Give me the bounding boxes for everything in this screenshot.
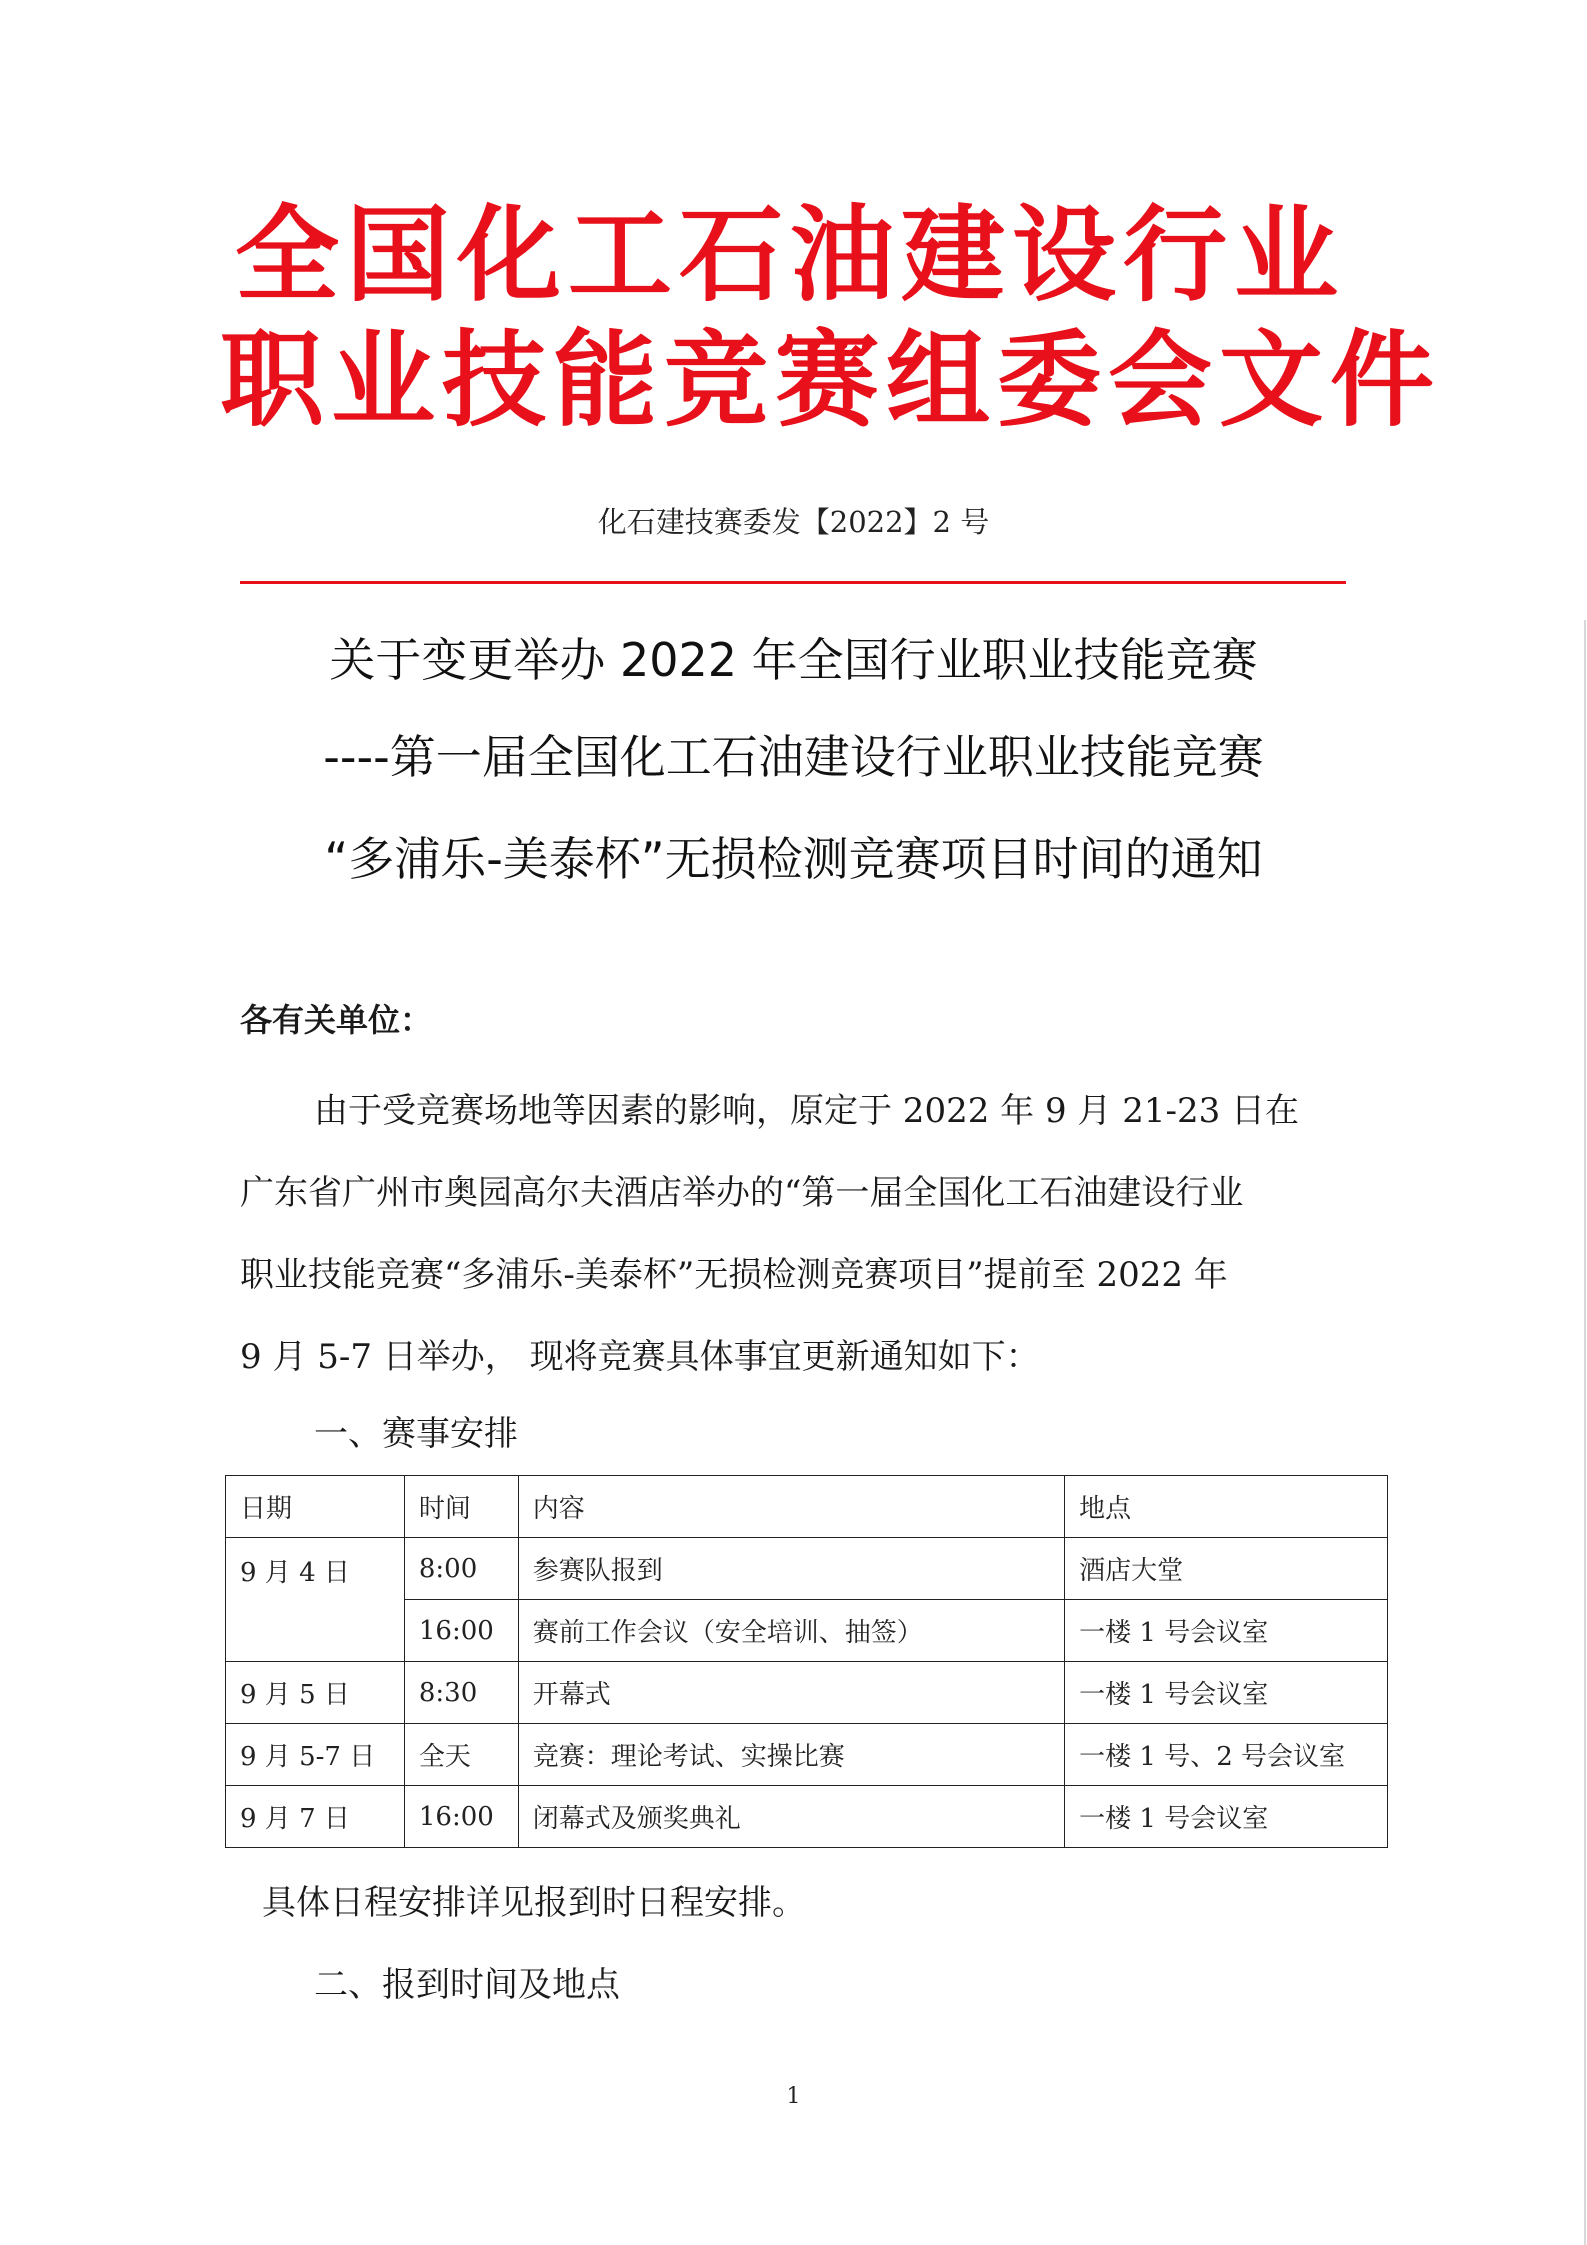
cell-time: 16:00 [404, 1786, 518, 1848]
cell-date: 9 月 5-7 日 [226, 1724, 405, 1786]
header-cell-place: 地点 [1065, 1476, 1388, 1538]
cell-date: 9 月 5 日 [226, 1662, 405, 1724]
cell-date: 9 月 4 日 [226, 1538, 405, 1662]
notice-title-line-2: ----第一届全国化工石油建设行业职业技能竞赛 [323, 730, 1264, 784]
table-header-row [226, 1476, 1388, 1538]
body-line-1: 由于受竞赛场地等因素的影响，原定于 2022 年 9 月 21-23 日在 [314, 1091, 1300, 1131]
cell-content: 竞赛：理论考试、实操比赛 [518, 1724, 1064, 1786]
header-cell-date: 日期 [226, 1476, 405, 1538]
header-cell-content: 内容 [518, 1476, 1064, 1538]
section-heading-schedule: 一、赛事安排 [314, 1414, 518, 1454]
cell-place: 一楼 1 号会议室 [1065, 1662, 1388, 1724]
table-row [226, 1786, 1388, 1848]
cell-place: 酒店大堂 [1065, 1538, 1388, 1600]
body-paragraph [240, 1070, 1350, 1398]
document-number: 化石建技赛委发【2022】2 号 [597, 505, 990, 539]
cell-place: 一楼 1 号、2 号会议室 [1065, 1724, 1388, 1786]
body-line-2: 广东省广州市奥园高尔夫酒店举办的“第一届全国化工石油建设行业 [240, 1173, 1244, 1213]
notice-title-line-1: 关于变更举办 2022 年全国行业职业技能竞赛 [329, 633, 1258, 687]
notice-title-line-3: “多浦乐-美泰杯”无损检测竞赛项目时间的通知 [324, 832, 1263, 886]
cell-content: 赛前工作会议（安全培训、抽签） [518, 1600, 1064, 1662]
cell-content: 参赛队报到 [518, 1538, 1064, 1600]
table-row [226, 1662, 1388, 1724]
cell-place: 一楼 1 号会议室 [1065, 1786, 1388, 1848]
cell-time: 8:30 [404, 1662, 518, 1724]
page-edge-line [1584, 620, 1586, 2245]
cell-time: 全天 [404, 1724, 518, 1786]
cell-place: 一楼 1 号会议室 [1065, 1600, 1388, 1662]
cell-content: 开幕式 [518, 1662, 1064, 1724]
table-row [226, 1538, 1388, 1600]
header-title-line-1: 全国化工石油建设行业 [234, 193, 1345, 316]
schedule-table [225, 1475, 1388, 1848]
table-row [226, 1724, 1388, 1786]
cell-date: 9 月 7 日 [226, 1786, 405, 1848]
body-line-4: 9 月 5-7 日举办， 现将竞赛具体事宜更新通知如下： [240, 1337, 1040, 1377]
page-number: 1 [786, 2084, 801, 2109]
salutation: 各有关单位： [240, 1001, 433, 1039]
cell-time: 8:00 [404, 1538, 518, 1600]
cell-time: 16:00 [404, 1600, 518, 1662]
section-heading-registration: 二、报到时间及地点 [314, 1965, 620, 2005]
schedule-note: 具体日程安排详见报到时日程安排。 [262, 1883, 806, 1923]
header-cell-time: 时间 [404, 1476, 518, 1538]
red-divider [240, 581, 1346, 584]
cell-content: 闭幕式及颁奖典礼 [518, 1786, 1064, 1848]
header-title-line-2: 职业技能竞赛组委会文件 [220, 318, 1442, 441]
body-line-3: 职业技能竞赛“多浦乐-美泰杯”无损检测竞赛项目”提前至 2022 年 [240, 1255, 1228, 1295]
